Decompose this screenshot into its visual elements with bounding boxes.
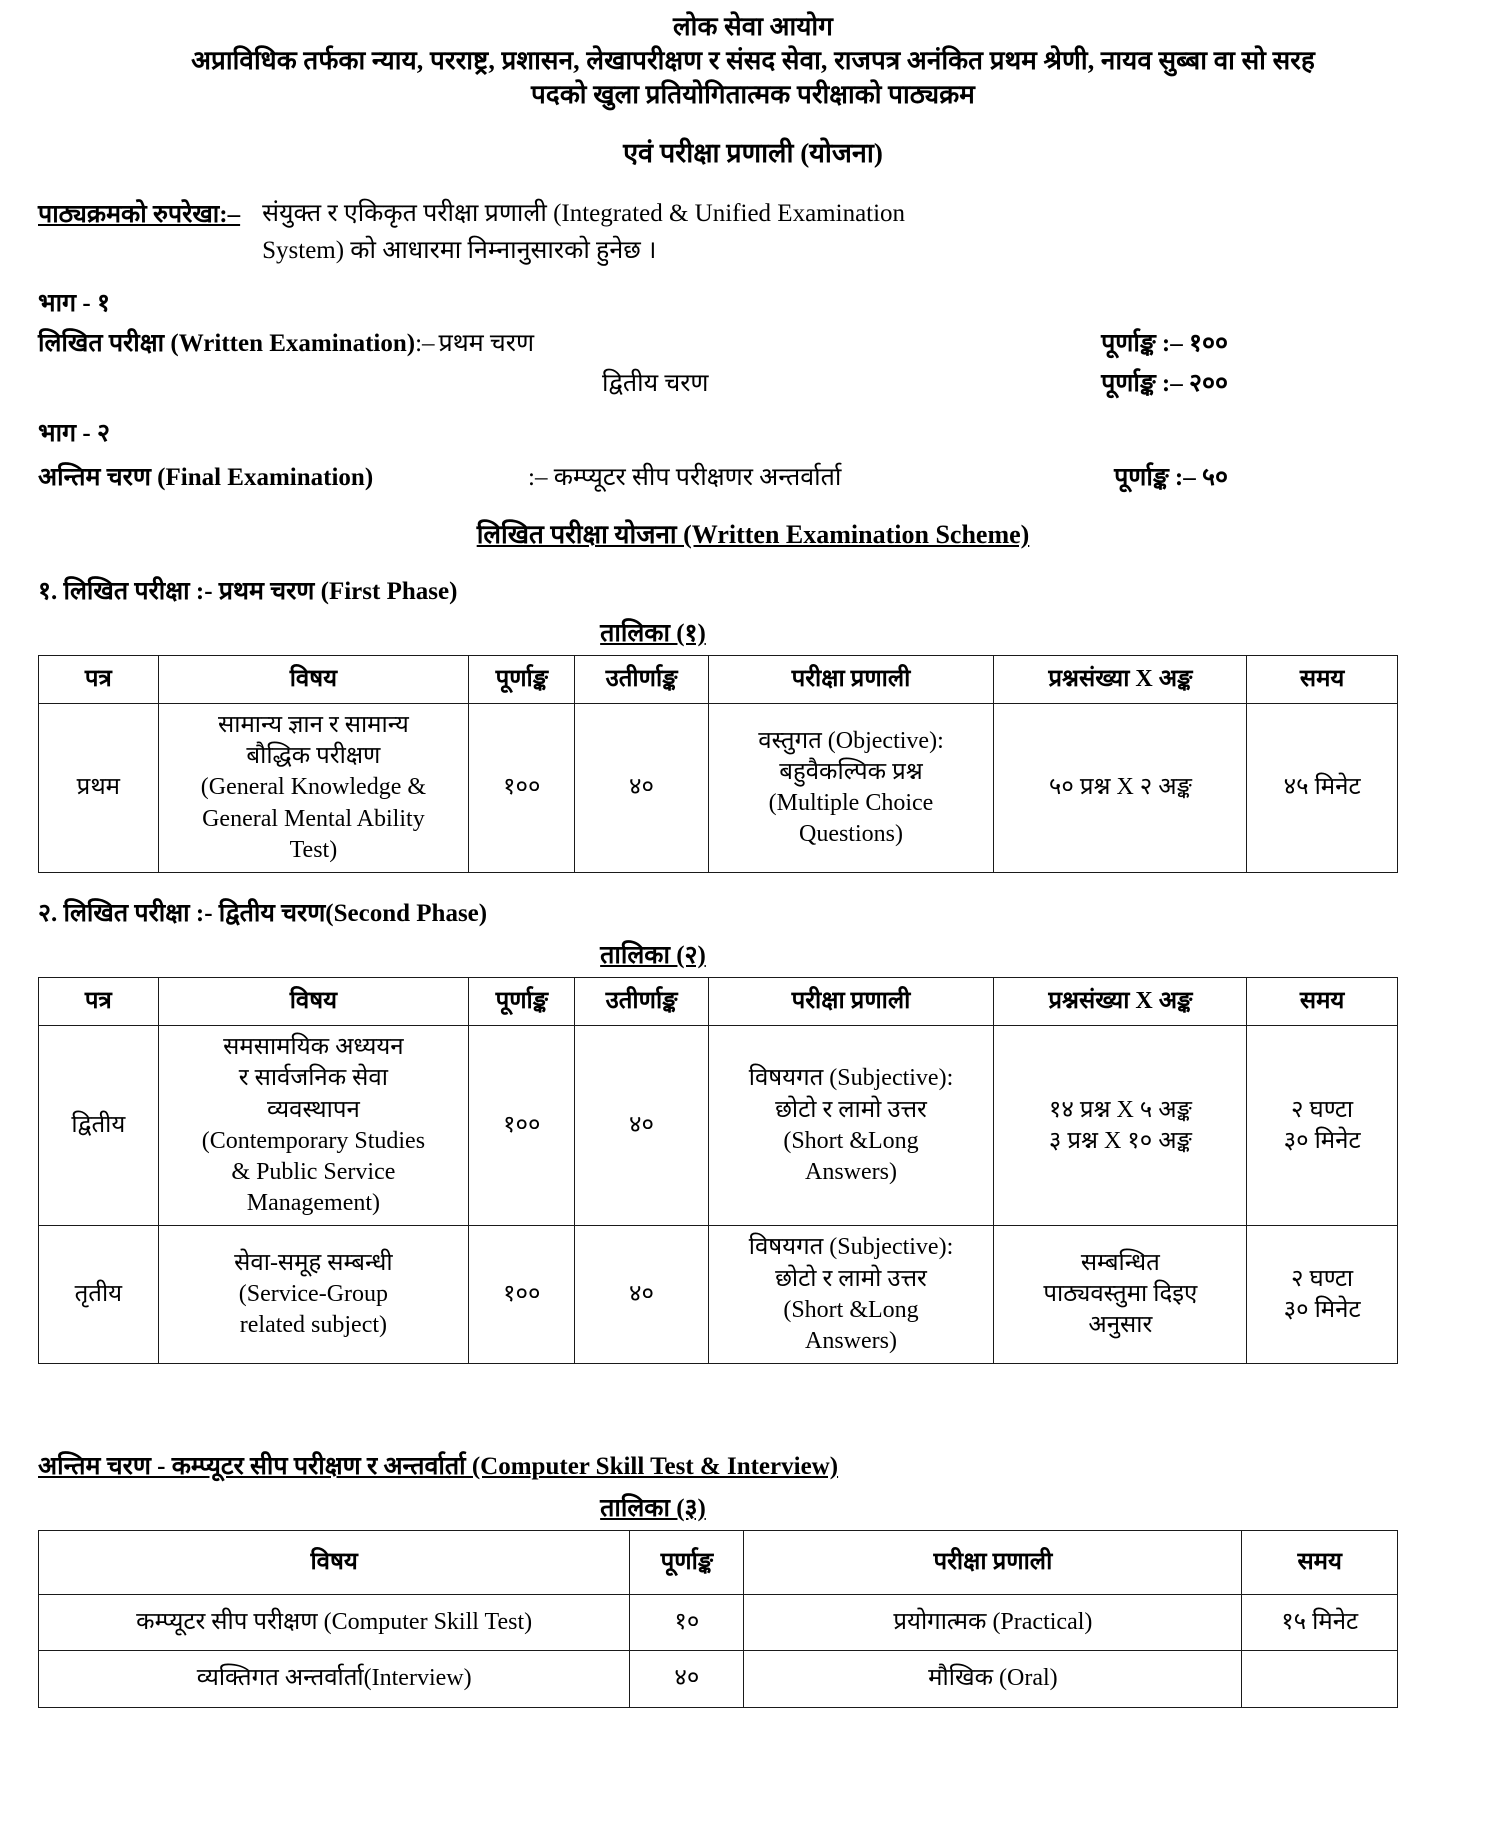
- subject-line: समसामयिक अध्ययन: [223, 1034, 404, 1061]
- time-line: २ घण्टा: [1291, 1265, 1354, 1292]
- section-1-heading: १. लिखित परीक्षा :- प्रथम चरण (First Phase): [38, 577, 458, 605]
- section-3-heading: [38, 1448, 1468, 1482]
- subject-line: related subject): [239, 1312, 388, 1339]
- cell-exam-system: मौखिक (Oral): [744, 1651, 1242, 1707]
- cell-full-marks: १००: [469, 704, 575, 873]
- questions-line: १४ प्रश्न X ५ अङ्क: [1048, 1096, 1192, 1123]
- table-1-col-full-marks: पूर्णाङ्क: [469, 655, 575, 703]
- header-subtitle: एवं परीक्षा प्रणाली (योजना): [623, 138, 883, 169]
- cell-exam-system: [708, 1026, 994, 1226]
- header-line-3: पदको खुला प्रतियोगितात्मक परीक्षाको पाठ्यक्रम: [531, 79, 975, 109]
- table-2-col-pass-marks: उतीर्णाङ्क: [575, 978, 708, 1026]
- table-2-caption: [38, 937, 1468, 971]
- exam-system-line: विषयगत (Subjective):: [748, 1234, 954, 1261]
- table-first-phase: [38, 655, 1398, 873]
- section-2-heading: २. लिखित परीक्षा :- द्वितीय चरण(Second Phase): [38, 900, 488, 928]
- subject-line: बौद्धिक परीक्षण: [246, 743, 381, 770]
- questions-line: ३ प्रश्न X १० अङ्क: [1048, 1127, 1192, 1154]
- cell-exam-system: [708, 1226, 994, 1364]
- subject-line: र सार्वजनिक सेवा: [238, 1065, 388, 1092]
- table-3-col-exam-system: परीक्षा प्रणाली: [744, 1531, 1242, 1595]
- cell-subject: [158, 1026, 468, 1226]
- exam-system-line: (Short &Long: [783, 1127, 919, 1154]
- table-2-caption-text: तालिका (२): [600, 942, 706, 970]
- table-row: [39, 704, 1398, 873]
- table-row: [39, 1026, 1398, 1226]
- table-1-header-row: [39, 655, 1398, 703]
- table-1-col-patra: पत्र: [39, 655, 159, 703]
- phase-2-marks: पूर्णाङ्क :– २००: [1101, 369, 1228, 397]
- cell-subject: [158, 704, 468, 873]
- cell-patra: प्रथम: [39, 704, 159, 873]
- document-header: [38, 10, 1468, 111]
- header-line-1: लोक सेवा आयोग: [672, 12, 834, 41]
- phase-2-label: द्वितीय चरण: [602, 369, 709, 397]
- table-1-col-pass-marks: उतीर्णाङ्क: [575, 655, 708, 703]
- written-exam-colon: :–: [415, 329, 435, 357]
- table-second-phase: [38, 977, 1398, 1364]
- table-3-col-time: समय: [1242, 1531, 1398, 1595]
- questions-line: ५० प्रश्न X २ अङ्क: [1048, 774, 1192, 801]
- cell-pass-marks: ४०: [575, 704, 708, 873]
- subject-line: व्यवस्थापन: [266, 1096, 360, 1123]
- written-scheme-heading-text: लिखित परीक्षा योजना (Written Examination Scheme): [476, 519, 1030, 549]
- subject-line: (Contemporary Studies: [201, 1127, 426, 1154]
- table-row: [39, 1595, 1398, 1651]
- subject-line: सामान्य ज्ञान र सामान्य: [218, 712, 409, 739]
- outline-text-line-2: System) को आधारमा निम्नानुसारको हुनेछ ।: [262, 236, 657, 264]
- table-2-col-subject: विषय: [158, 978, 468, 1026]
- table-1-col-questions: प्रश्नसंख्या X अङ्क: [994, 655, 1247, 703]
- exam-system-line: बहुवैकल्पिक प्रश्न: [779, 758, 923, 785]
- cell-pass-marks: ४०: [575, 1226, 708, 1364]
- questions-line: सम्बन्धित: [1080, 1249, 1160, 1276]
- table-1-caption: [38, 615, 1468, 649]
- time-line: ४५ मिनेट: [1283, 774, 1361, 801]
- cell-time: १५ मिनेट: [1242, 1595, 1398, 1651]
- final-exam-marks: पूर्णाङ्क :– ५०: [1114, 463, 1228, 491]
- subject-line: Management): [246, 1190, 381, 1217]
- time-line: २ घण्टा: [1291, 1096, 1354, 1123]
- cell-full-marks: ४०: [630, 1651, 744, 1707]
- table-final-phase: [38, 1530, 1398, 1708]
- cell-exam-system: [708, 704, 994, 873]
- part-1-title: भाग - १: [38, 289, 110, 317]
- exam-system-line: विषयगत (Subjective):: [748, 1065, 954, 1092]
- cell-time: [1247, 704, 1398, 873]
- part-1-row-phase-1: [38, 325, 1468, 359]
- cell-questions: [994, 1026, 1247, 1226]
- phase-1-label: प्रथम चरण: [438, 329, 535, 357]
- cell-questions: [994, 704, 1247, 873]
- exam-system-line: छोटो र लामो उत्तर: [775, 1096, 927, 1123]
- exam-system-line: वस्तुगत (Objective):: [758, 727, 944, 754]
- cell-patra: तृतीय: [39, 1226, 159, 1364]
- table-3-caption-text: तालिका (३): [600, 1495, 706, 1523]
- section-3-heading-text: अन्तिम चरण - कम्प्यूटर सीप परीक्षण र अन्तर्वार्ता (Computer Skill Test & Interview): [38, 1453, 839, 1481]
- written-exam-label: लिखित परीक्षा (Written Examination): [38, 329, 416, 357]
- section-spacer: [38, 1364, 1468, 1418]
- part-1-row-phase-2: [38, 365, 1468, 399]
- outline-text-line-1: संयुक्त र एकिकृत परीक्षा प्रणाली (Integrated & Unified Examination: [262, 200, 906, 228]
- syllabus-outline: [38, 196, 1468, 269]
- cell-exam-system: प्रयोगात्मक (Practical): [744, 1595, 1242, 1651]
- phase-1-marks: पूर्णाङ्क :– १००: [1101, 329, 1228, 357]
- questions-line: पाठ्यवस्तुमा दिइए: [1043, 1281, 1198, 1308]
- exam-system-line: Questions): [798, 821, 903, 848]
- table-1-col-exam-system: परीक्षा प्रणाली: [708, 655, 994, 703]
- exam-system-line: छोटो र लामो उत्तर: [775, 1265, 927, 1292]
- part-2-title: भाग - २: [38, 419, 110, 447]
- table-2-header-row: [39, 978, 1398, 1026]
- exam-system-line: Answers): [805, 1158, 897, 1185]
- exam-system-line: Answers): [805, 1327, 897, 1354]
- table-1-col-subject: विषय: [158, 655, 468, 703]
- part-2-row-final: [38, 459, 1468, 493]
- cell-subject: कम्प्यूटर सीप परीक्षण (Computer Skill Test): [39, 1595, 630, 1651]
- cell-patra: द्वितीय: [39, 1026, 159, 1226]
- table-3-header-row: [39, 1531, 1398, 1595]
- table-3-caption: [38, 1490, 1468, 1524]
- written-scheme-heading: [38, 515, 1468, 551]
- subject-line: General Mental Ability: [202, 805, 425, 832]
- cell-time: [1247, 1226, 1398, 1364]
- table-3-col-full-marks: पूर्णाङ्क: [630, 1531, 744, 1595]
- table-row: [39, 1226, 1398, 1364]
- time-line: ३० मिनेट: [1283, 1296, 1361, 1323]
- exam-system-line: (Multiple Choice: [768, 790, 934, 817]
- subject-line: सेवा-समूह सम्बन्धी: [234, 1249, 393, 1276]
- table-2-col-full-marks: पूर्णाङ्क: [469, 978, 575, 1026]
- cell-full-marks: १००: [469, 1026, 575, 1226]
- cell-full-marks: १०: [630, 1595, 744, 1651]
- outline-text: [248, 196, 1262, 269]
- cell-questions: [994, 1226, 1247, 1364]
- cell-time: [1247, 1026, 1398, 1226]
- table-row: [39, 1651, 1398, 1707]
- table-2-col-patra: पत्र: [39, 978, 159, 1026]
- table-2-col-questions: प्रश्नसंख्या X अङ्क: [994, 978, 1247, 1026]
- final-exam-label: अन्तिम चरण (Final Examination): [38, 463, 374, 491]
- table-1-caption-text: तालिका (१): [600, 619, 706, 647]
- header-line-2: अप्राविधिक तर्फका न्याय, परराष्ट्र, प्रशासन, लेखापरीक्षण र संसद सेवा, राजपत्र अनंकित प्रथम श्रेणी, नायव सुब्बा वा सो सरह: [191, 45, 1315, 75]
- table-3-col-subject: विषय: [39, 1531, 630, 1595]
- cell-subject: [158, 1226, 468, 1364]
- cell-subject: व्यक्तिगत अन्तर्वार्ता(Interview): [39, 1651, 630, 1707]
- final-exam-desc: :– कम्प्यूटर सीप परीक्षणर अन्तर्वार्ता: [528, 463, 842, 491]
- subject-line: & Public Service: [231, 1158, 396, 1185]
- exam-system-line: (Short &Long: [783, 1296, 919, 1323]
- subject-line: Test): [289, 836, 338, 863]
- time-line: ३० मिनेट: [1283, 1127, 1361, 1154]
- subject-line: (General Knowledge &: [200, 774, 427, 801]
- subject-line: (Service-Group: [238, 1281, 389, 1308]
- cell-pass-marks: ४०: [575, 1026, 708, 1226]
- cell-time: [1242, 1651, 1398, 1707]
- questions-line: अनुसार: [1088, 1312, 1153, 1339]
- table-2-col-time: समय: [1247, 978, 1398, 1026]
- cell-full-marks: १००: [469, 1226, 575, 1364]
- table-1-col-time: समय: [1247, 655, 1398, 703]
- outline-label: पाठ्यक्रमको रुपरेखा:–: [38, 201, 241, 229]
- table-2-col-exam-system: परीक्षा प्रणाली: [708, 978, 994, 1026]
